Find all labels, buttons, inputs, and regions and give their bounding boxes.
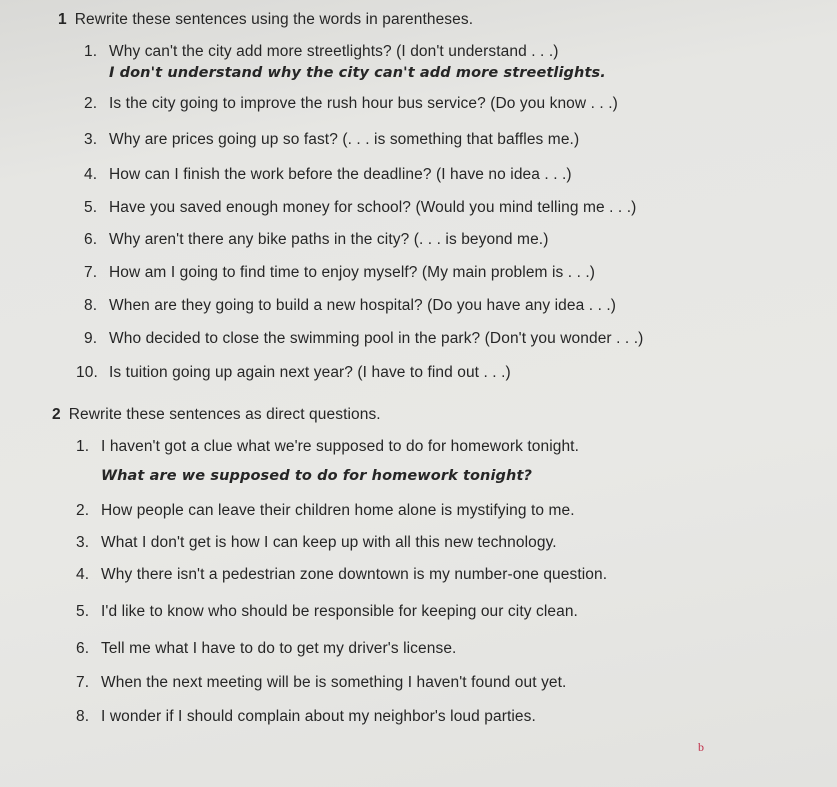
item-text: When the next meeting will be is something I haven't found out yet. — [101, 674, 567, 691]
item-number: 1. — [76, 438, 90, 455]
item-number: 4. — [76, 566, 90, 583]
item-number: 5. — [76, 603, 90, 620]
exercise-2-heading — [52, 406, 381, 424]
list-item — [76, 674, 566, 692]
item-text: I wonder if I should complain about my neighbor's loud parties. — [101, 708, 536, 725]
item-text: Why can't the city add more streetlights? (I don't understand . . .) — [109, 43, 559, 60]
item-number: 3. — [76, 534, 90, 551]
list-item — [84, 131, 579, 149]
example-answer: What are we supposed to do for homework tonight? — [101, 468, 532, 484]
item-text: I'd like to know who should be responsible for keeping our city clean. — [101, 603, 578, 620]
item-text: 2 — [52, 406, 61, 423]
item-number: 8. — [76, 708, 90, 725]
item-number: 3. — [84, 131, 98, 148]
item-number: 5. — [84, 199, 98, 216]
exercise-1-heading — [58, 11, 473, 29]
item-text: What I don't get is how I can keep up with all this new technology. — [101, 534, 557, 551]
item-text: How can I finish the work before the deadline? (I have no idea . . .) — [109, 166, 572, 183]
list-item — [76, 502, 575, 520]
item-text: Have you saved enough money for school? (Would you mind telling me . . .) — [109, 199, 637, 216]
item-text: Is tuition going up again next year? (I have to find out . . .) — [109, 364, 511, 381]
item-text: How people can leave their children home alone is mystifying to me. — [101, 502, 575, 519]
list-item — [84, 330, 643, 348]
item-number: 1. — [84, 43, 98, 60]
list-item — [84, 231, 548, 249]
item-number: 6. — [76, 640, 90, 657]
list-item — [84, 199, 636, 217]
list-item — [76, 640, 456, 658]
item-number: 8. — [84, 297, 98, 314]
list-item — [84, 297, 616, 315]
list-item — [76, 534, 557, 552]
item-text: Tell me what I have to do to get my driver's license. — [101, 640, 457, 657]
item-text: When are they going to build a new hospital? (Do you have any idea . . .) — [109, 297, 617, 314]
item-number: 4. — [84, 166, 98, 183]
item-number: 7. — [84, 264, 98, 281]
item-number: 10. — [76, 364, 98, 381]
item-text: Why aren't there any bike paths in the city? (. . . is beyond me.) — [109, 231, 549, 248]
item-text: 1 — [58, 11, 67, 28]
list-item — [76, 364, 511, 382]
item-number: 2. — [84, 95, 98, 112]
item-text: Rewrite these sentences using the words in parentheses. — [74, 11, 474, 28]
item-text: I haven't got a clue what we're supposed to do for homework tonight. — [101, 438, 579, 455]
list-item — [76, 438, 579, 456]
item-number: 6. — [84, 231, 98, 248]
item-text: Who decided to close the swimming pool in the park? (Don't you wonder . . .) — [109, 330, 644, 347]
list-item — [76, 603, 578, 621]
list-item — [84, 95, 618, 113]
item-text: Rewrite these sentences as direct questions. — [68, 406, 381, 423]
item-text: Is the city going to improve the rush hour bus service? (Do you know . . .) — [109, 95, 618, 112]
example-answer: I don't understand why the city can't add more streetlights. — [109, 65, 606, 81]
list-item — [84, 166, 572, 184]
item-text: Why are prices going up so fast? (. . . is something that baffles me.) — [109, 131, 580, 148]
item-number: 7. — [76, 674, 90, 691]
item-text: How am I going to find time to enjoy myself? (My main problem is . . .) — [109, 264, 596, 281]
list-item — [76, 708, 536, 726]
handwritten-mark: b — [698, 740, 704, 754]
list-item — [76, 566, 607, 584]
item-text: Why there isn't a pedestrian zone downtown is my number-one question. — [101, 566, 608, 583]
list-item — [84, 43, 559, 61]
item-number: 2. — [76, 502, 90, 519]
list-item — [84, 264, 595, 282]
item-number: 9. — [84, 330, 98, 347]
